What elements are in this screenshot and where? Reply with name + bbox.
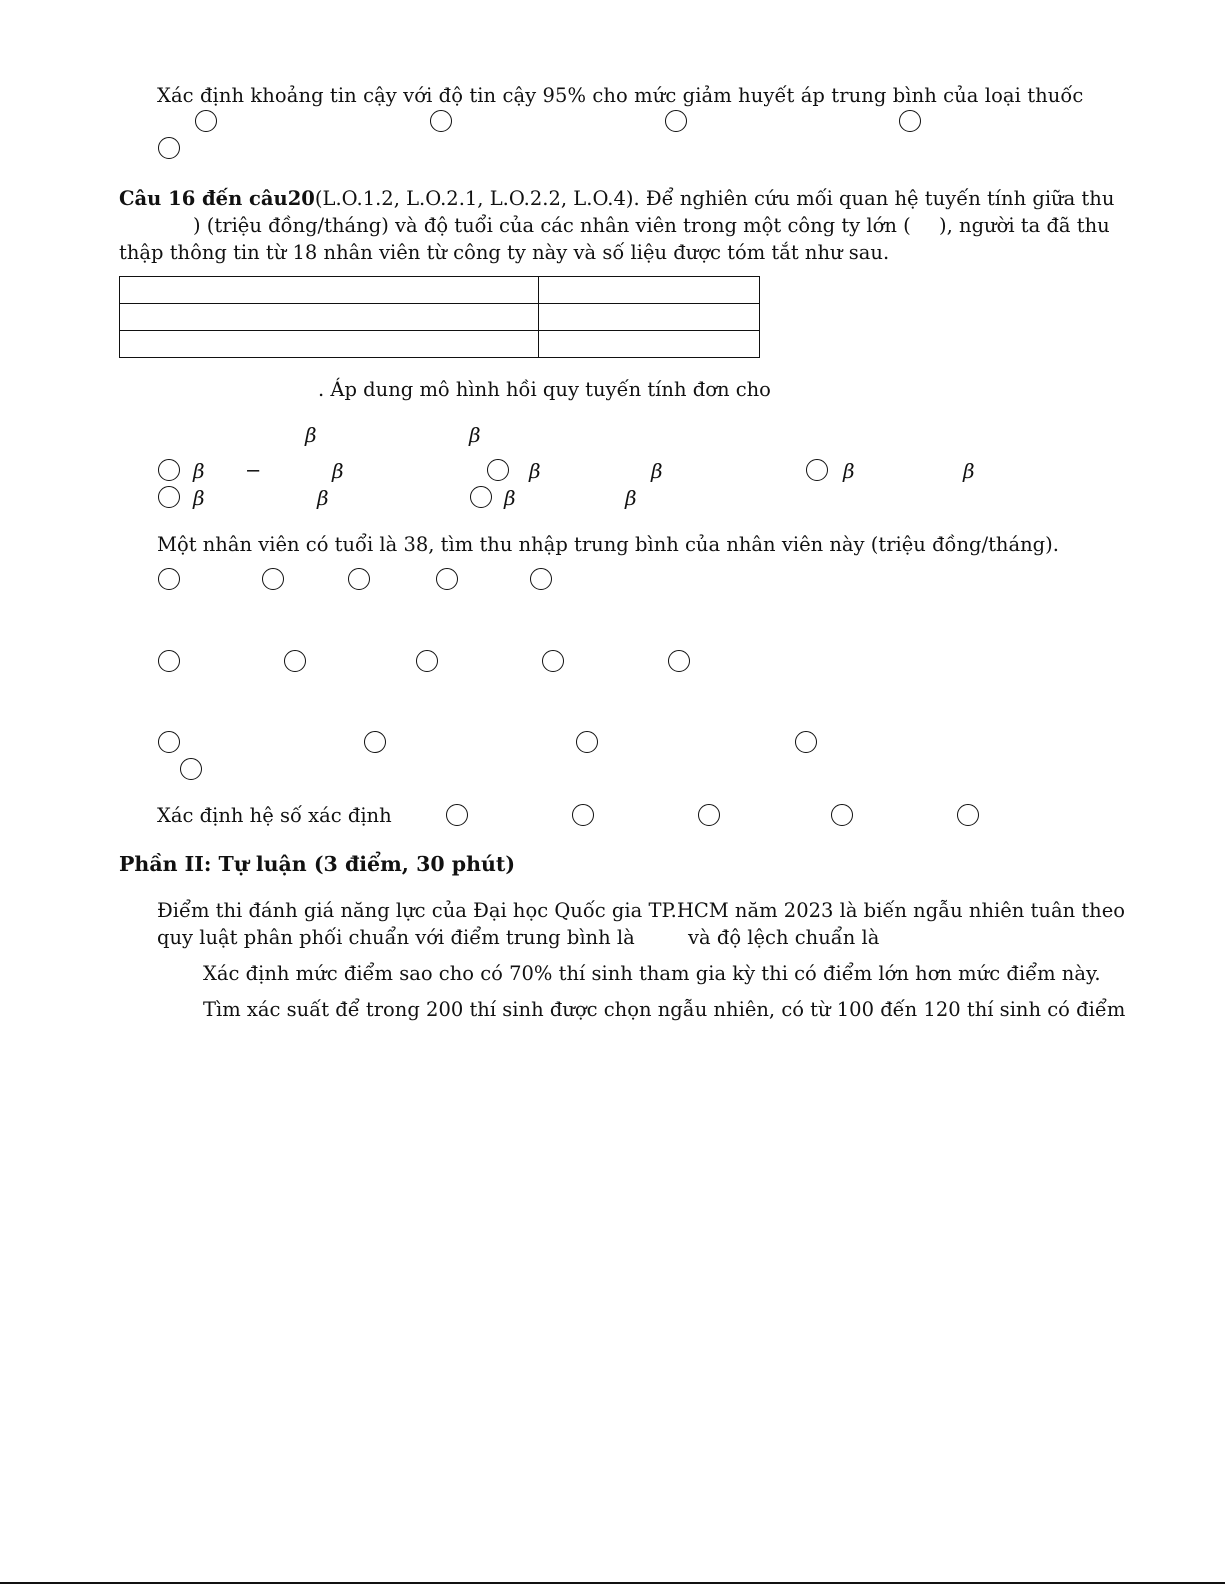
part2-para-line2a: quy luật phân phối chuẩn với điểm trung bình là: [157, 926, 635, 949]
q19-option-c-radio[interactable]: [576, 731, 598, 753]
q20-option-a-radio[interactable]: [446, 804, 468, 826]
minus-sign: −: [245, 459, 262, 482]
q20-option-c-radio[interactable]: [698, 804, 720, 826]
part2-para-line2b: và độ lệch chuẩn là: [688, 926, 880, 949]
table-row: [120, 331, 760, 358]
q15-option-e-radio[interactable]: [158, 137, 180, 159]
beta-symbol: β: [317, 486, 329, 510]
beta-symbol: β: [332, 459, 344, 483]
q19-option-b-radio[interactable]: [364, 731, 386, 753]
q19-option-e-radio[interactable]: [180, 758, 202, 780]
table-row: [120, 304, 760, 331]
summary-table: [119, 276, 760, 358]
q20-text: Xác định hệ số xác định: [157, 804, 392, 827]
q18-option-b-radio[interactable]: [284, 650, 306, 672]
q17-option-a-radio[interactable]: [158, 568, 180, 590]
q19-option-d-radio[interactable]: [795, 731, 817, 753]
q16-option-b-radio[interactable]: [487, 459, 509, 481]
q17-option-e-radio[interactable]: [530, 568, 552, 590]
beta-symbol: β: [843, 459, 855, 483]
beta-symbol: β: [963, 459, 975, 483]
table-cell: [539, 277, 760, 304]
q16-20-intro-line1: [119, 189, 1114, 209]
q15-option-b-radio[interactable]: [430, 110, 452, 132]
part2-item-a: Xác định mức điểm sao cho có 70% thí sinh tham gia kỳ thi có điểm lớn hơn mức điểm này.: [203, 962, 1101, 985]
q16-20-intro-text: (L.O.1.2, L.O.2.1, L.O.2.2, L.O.4). Để nghiên cứu mối quan hệ tuyến tính giữa thu: [314, 187, 1115, 210]
table-cell: [539, 331, 760, 358]
beta-symbol: β: [651, 459, 663, 483]
q17-option-c-radio[interactable]: [348, 568, 370, 590]
table-cell: [120, 331, 539, 358]
q16-20-intro-line2b: ), người ta đã thu: [939, 214, 1110, 237]
beta-symbol: β: [469, 423, 481, 447]
part2-para-line1: Điểm thi đánh giá năng lực của Đại học Quốc gia TP.HCM năm 2023 là biến ngẫu nhiên tuân theo: [157, 899, 1126, 922]
q18-option-e-radio[interactable]: [668, 650, 690, 672]
table-cell: [120, 304, 539, 331]
beta-symbol: β: [529, 459, 541, 483]
q20-option-e-radio[interactable]: [957, 804, 979, 826]
beta-symbol: β: [625, 486, 637, 510]
q15-option-d-radio[interactable]: [899, 110, 921, 132]
q15-text: Xác định khoảng tin cậy với độ tin cậy 95% cho mức giảm huyết áp trung bình của loại thuốc: [157, 84, 1084, 107]
q15-option-c-radio[interactable]: [665, 110, 687, 132]
beta-symbol: β: [193, 459, 205, 483]
q16-option-c-radio[interactable]: [806, 459, 828, 481]
q15-option-a-radio[interactable]: [195, 110, 217, 132]
part2-title: Phần II: Tự luận (3 điểm, 30 phút): [119, 852, 516, 876]
q18-option-d-radio[interactable]: [542, 650, 564, 672]
q16-20-intro-line2a: ) (triệu đồng/tháng) và độ tuổi của các nhân viên trong một công ty lớn (: [193, 214, 911, 237]
q18-option-c-radio[interactable]: [416, 650, 438, 672]
q17-option-d-radio[interactable]: [436, 568, 458, 590]
table-row: [120, 277, 760, 304]
page-bottom-rule: [0, 1582, 1225, 1584]
table-cell: [120, 277, 539, 304]
q20-option-d-radio[interactable]: [831, 804, 853, 826]
q17-text: Một nhân viên có tuổi là 38, tìm thu nhập trung bình của nhân viên này (triệu đồng/tháng).: [157, 533, 1059, 556]
part2-item-b: Tìm xác suất để trong 200 thí sinh được chọn ngẫu nhiên, có từ 100 đến 120 thí sinh có điểm: [203, 998, 1126, 1021]
q19-option-a-radio[interactable]: [158, 731, 180, 753]
q16-option-a-radio[interactable]: [158, 459, 180, 481]
q16-option-d-radio[interactable]: [158, 486, 180, 508]
q16-20-intro-line3: thập thông tin từ 18 nhân viên từ công ty này và số liệu được tóm tắt như sau.: [119, 241, 890, 264]
q20-option-b-radio[interactable]: [572, 804, 594, 826]
q17-option-b-radio[interactable]: [262, 568, 284, 590]
beta-symbol: β: [305, 423, 317, 447]
q18-option-a-radio[interactable]: [158, 650, 180, 672]
regression-text: . Áp dung mô hình hồi quy tuyến tính đơn cho: [318, 378, 771, 401]
beta-symbol: β: [504, 486, 516, 510]
q16-20-title: Câu 16 đến câu20: [119, 187, 315, 210]
q16-option-e-radio[interactable]: [470, 486, 492, 508]
table-cell: [539, 304, 760, 331]
beta-symbol: β: [193, 486, 205, 510]
